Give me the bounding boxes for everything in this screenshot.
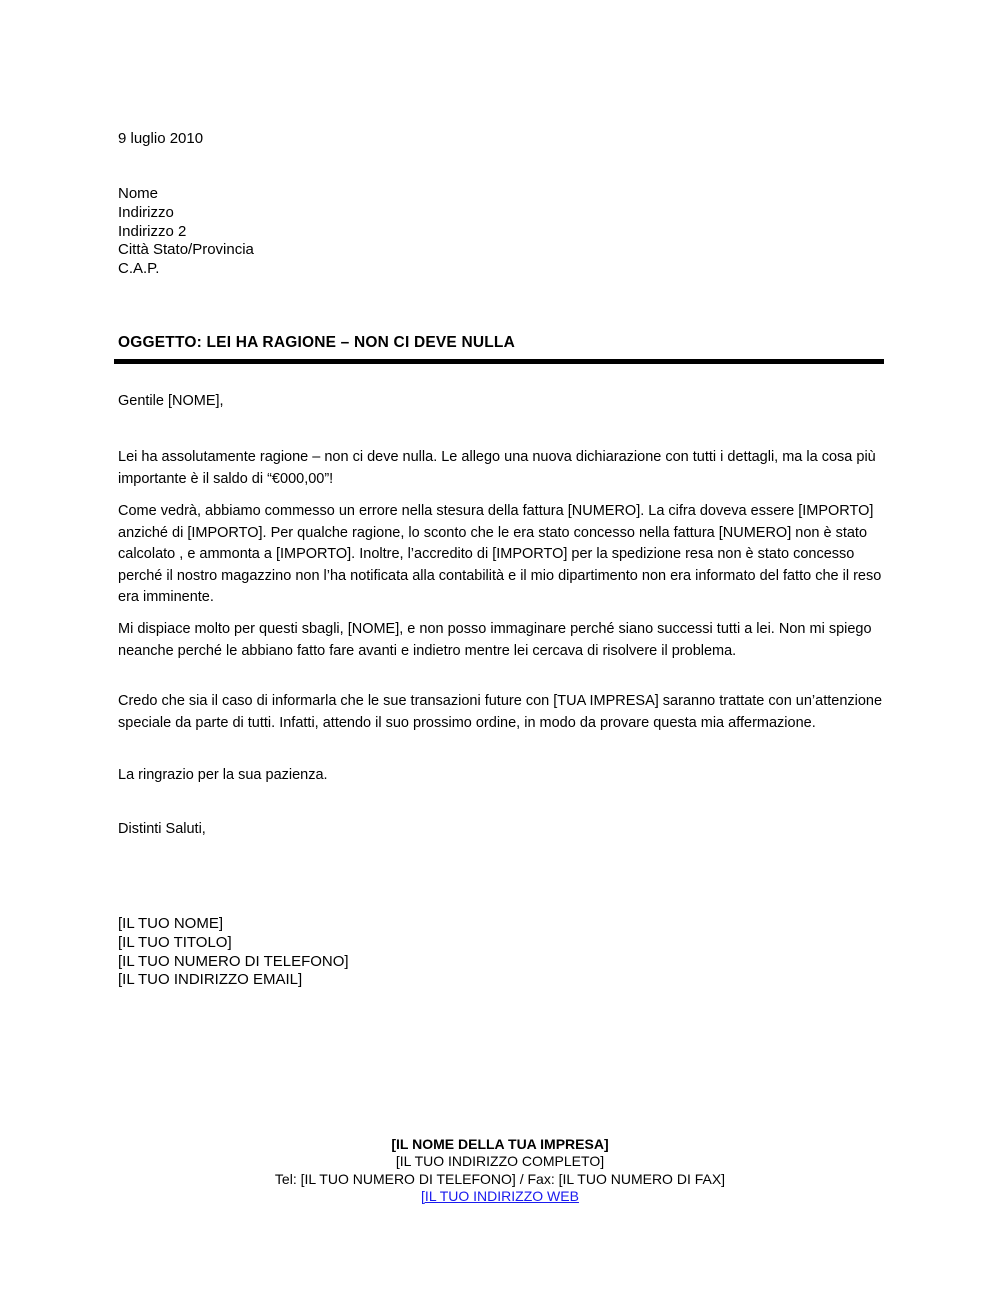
body-paragraph-4: Credo che sia il caso di informarla che le sue transazioni future con [TUA IMPRESA] saranno trattate con un’attenzione speciale da parte di tutti. Infatti, attendo il suo prossimo ordine, in modo da provare questa mia affermazione. bbox=[118, 693, 883, 731]
closing-salutation: Distinti Saluti, bbox=[118, 821, 206, 837]
salutation: Gentile [NOME], bbox=[118, 393, 224, 409]
body-paragraph-3: Mi dispiace molto per questi sbagli, [NOME], e non posso immaginare perché siano successi tutti a lei. Non mi spiego neanche perché le abbiano fatto fare avanti e indietro mentre lei cercava di risolvere il problema. bbox=[118, 621, 872, 659]
recipient-block bbox=[118, 185, 254, 279]
recipient-address-1: Indirizzo bbox=[118, 203, 174, 221]
recipient-address-2: Indirizzo 2 bbox=[118, 222, 187, 240]
body-paragraph-1: Lei ha assolutamente ragione – non ci deve nulla. Le allego una nuova dichiarazione con tutti i dettagli, ma la cosa più importante è il saldo di “€000,00”! bbox=[118, 449, 876, 487]
signature-block bbox=[118, 915, 349, 990]
sender-name: [IL TUO NOME] bbox=[118, 915, 224, 932]
sender-title: [IL TUO TITOLO] bbox=[118, 933, 232, 951]
body-paragraph-2: Come vedrà, abbiamo commesso un errore nella stesura della fattura [NUMERO]. La cifra doveva essere [IMPORTO] anziché di [IMPORTO]. Per qualche ragione, lo sconto che le era stato concesso nella fattura [NUMERO] non è stato calcolato , e ammonta a [IMPORTO]. Inoltre, l’accredito di [IMPORTO] per la spedizione resa non è stato concesso perché il nostro magazzino non l’ha notificata alla contabilità e il mio dipartimento non era informato del fatto che il reso era imminente. bbox=[118, 503, 882, 606]
footer-tel-fax: Tel: [IL TUO NUMERO DI TELEFONO] / Fax: [IL TUO NUMERO DI FAX] bbox=[274, 1170, 726, 1187]
recipient-postal-code: C.A.P. bbox=[118, 260, 160, 278]
footer-company-address: [IL TUO INDIRIZZO COMPLETO] bbox=[395, 1153, 605, 1170]
footer-company-name: [IL NOME DELLA TUA IMPRESA] bbox=[391, 1136, 609, 1152]
sender-phone: [IL TUO NUMERO DI TELEFONO] bbox=[118, 952, 349, 970]
body-paragraph-5: La ringrazio per la sua pazienza. bbox=[118, 767, 328, 783]
letter-date: 9 luglio 2010 bbox=[118, 130, 204, 147]
letter-footer bbox=[0, 1136, 1000, 1205]
subject-line: OGGETTO: LEI HA RAGIONE – NON CI DEVE NULLA bbox=[118, 334, 515, 351]
recipient-city-state: Città Stato/Provincia bbox=[118, 241, 254, 259]
sender-email: [IL TUO INDIRIZZO EMAIL] bbox=[118, 971, 303, 989]
horizontal-rule bbox=[114, 359, 884, 364]
footer-website-link[interactable]: [IL TUO INDIRIZZO WEB bbox=[421, 1187, 579, 1204]
recipient-name: Nome bbox=[118, 185, 159, 202]
